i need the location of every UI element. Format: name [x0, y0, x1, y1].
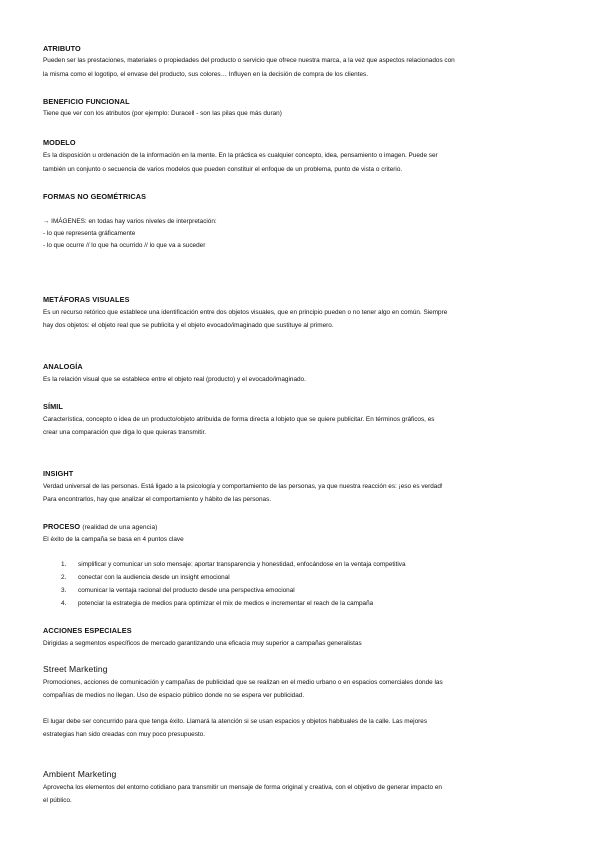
paragraph-line: Verdad universal de las personas. Está ligado a la psicología y comportamiento de las personas, ya que nuestra reacción es: ¡eso es verdad!: [43, 483, 443, 490]
list-item-text: potenciar la estrategia de medios para optimizar el mix de medios e incrementar el reach de la campaña: [78, 600, 374, 607]
paragraph-line: estrategias han sido creadas con muy poco presupuesto.: [43, 731, 205, 738]
paragraph-line: Característica, concepto o idea de un producto/objeto atribuida de forma directa a lobjeto que se quiere publicitar. En términos gráficos, es: [43, 416, 435, 423]
list-item-text: comunicar la ventaja racional del producto desde una perspectiva emocional: [78, 587, 295, 594]
paragraph-line: crear una comparación que diga lo que quieras transmitir.: [43, 429, 207, 436]
paragraph-line: Es un recurso retórico que establece una identificación entre dos objetos visuales, que en principio pueden o no tener algo en común. Siempre: [43, 309, 448, 316]
paragraph-line: también un conjunto o secuencia de varios modelos que pueden constituir el enfoque de un problema, punto de vista o criterio.: [43, 166, 403, 173]
paragraph-line: hay dos objetos: el objeto real que se publicita y el objeto evocado/imaginado que sustituye al primero.: [43, 322, 334, 329]
heading-proceso-title: PROCESO: [43, 522, 81, 531]
heading-insight: INSIGHT: [43, 469, 74, 478]
paragraph-line: - lo que representa gráficamente: [43, 230, 136, 237]
paragraph-line: Es la relación visual que se establece entre el objeto real (producto) y el evocado/imaginado.: [43, 376, 306, 383]
paragraph-line: El lugar debe ser concurrido para que tenga éxito. Llamará la atención si se usan espacios y objetos habituales de la calle. Las mejores: [43, 718, 428, 725]
heading-proceso-note: (realidad de una agencia): [82, 524, 158, 531]
heading-acciones-especiales: ACCIONES ESPECIALES: [43, 626, 132, 635]
paragraph-line: - lo que ocurre // lo que ha ocurrido // lo que va a suceder: [43, 242, 206, 249]
heading-simil: SÍMIL: [43, 402, 63, 411]
paragraph-line: Dirigidas a segmentos específicos de mercado garantizando una eficacia muy superior a campañas generalistas: [43, 640, 362, 647]
paragraph-line: el público.: [43, 797, 72, 804]
heading-proceso: [43, 522, 157, 531]
paragraph-line: Es la disposición u ordenación de la información en la mente. En la práctica es cualquier concepto, idea, pensamiento o imagen. Puede ser: [43, 152, 438, 159]
list-item-number: 1.: [61, 561, 67, 568]
paragraph-line: El éxito de la campaña se basa en 4 puntos clave: [43, 536, 184, 543]
heading-formas-no-geometricas: FORMAS NO GEOMÉTRICAS: [43, 192, 147, 201]
list-item-number: 3.: [61, 587, 67, 594]
heading-metaforas-visuales: METÁFORAS VISUALES: [43, 295, 130, 304]
paragraph-line: compañías de medios no llegan. Uso de espacio público donde no se espera ver publicidad.: [43, 692, 305, 699]
list-item-number: 4.: [61, 600, 67, 607]
list-item-number: 2.: [61, 574, 67, 581]
heading-ambient-marketing: Ambient Marketing: [43, 769, 117, 779]
heading-modelo: MODELO: [43, 138, 76, 147]
list-item-text: conectar con la audiencia desde un insight emocional: [78, 574, 230, 581]
paragraph-line: Tiene que ver con los atributos (por ejemplo: Duracell - son las pilas que más duran): [43, 110, 282, 117]
paragraph-line: Pueden ser las prestaciones, materiales o propiedades del producto o servicio que ofrece nuestra marca, a la vez que aspectos relacionados con: [43, 57, 455, 64]
heading-street-marketing: Street Marketing: [43, 664, 108, 674]
paragraph-line: Promociones, acciones de comunicación y campañas de publicidad que se realizan en el medio urbano o en espacios comerciales donde las: [43, 679, 443, 686]
heading-atributo: ATRIBUTO: [43, 44, 81, 53]
paragraph-line: la misma como el logotipo, el envase del producto, sus colores… Influyen en la decisión de compra de los clientes.: [43, 71, 369, 78]
heading-beneficio-funcional: BENEFICIO FUNCIONAL: [43, 97, 130, 106]
heading-analogia: ANALOGÍA: [43, 362, 83, 371]
paragraph-line: → IMÁGENES: en todas hay varios niveles de interpretación:: [43, 218, 217, 225]
paragraph-line: Para encontrarlos, hay que analizar el comportamiento y hábito de las personas.: [43, 496, 272, 503]
list-item-text: simplificar y comunicar un solo mensaje: aportar transparencia y honestidad, enfocándose en la ventaja competitiva: [78, 561, 406, 568]
paragraph-line: Aprovecha los elementos del entorno cotidiano para transmitir un mensaje de forma original y creativa, con el objetivo de generar impacto en: [43, 784, 442, 791]
